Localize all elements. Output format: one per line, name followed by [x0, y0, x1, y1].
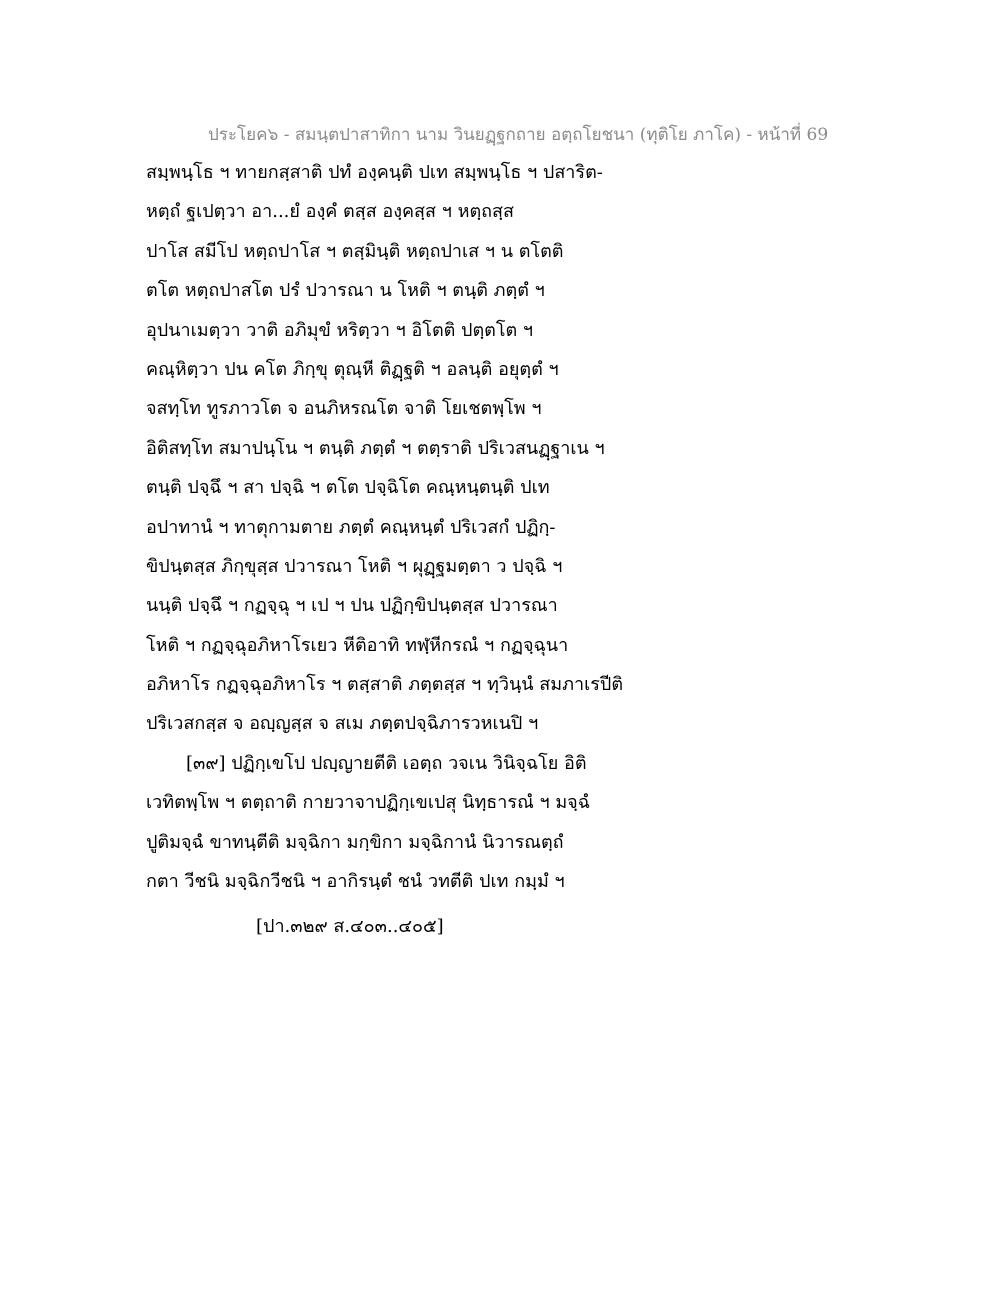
text-line: คณฺหิตฺวา ปน คโต ภิกฺขุ ตุณฺหี ติฏฺฐติ ฯ อลนฺติ อยุตฺตํ ฯ: [146, 358, 559, 380]
paragraph-start-line: [๓๙] ปฏิกฺเขโป ปญฺญายตีติ เอตฺถ วจเน วินิจฺฉโย อิติ: [186, 752, 587, 774]
text-line: ปูติมจฺฉํ ขาทนฺตีติ มจฺฉิกา มกฺขิกา มจฺฉิกานํ นิวารณตฺถํ: [146, 831, 564, 853]
text-line: จสทฺโท ทูรภาวโต จ อนภิหรณโต จาติ โยเชตพฺโพ ฯ: [146, 398, 542, 420]
text-line: เวทิตพฺโพ ฯ ตตฺถาติ กายวาจาปฏิกฺเขเปสุ นิทฺธารณํ ฯ มจฺฉํ: [146, 792, 590, 814]
text-line: สมฺพนฺโธ ฯ ทายกสฺสาติ ปทํ องฺคนฺติ ปเท สมฺพนฺโธ ฯ ปสาริต-: [146, 162, 603, 183]
body-text: [146, 158, 666, 906]
text-line: ขิปนฺตสฺส ภิกฺขุสฺส ปวารณา โหติ ฯ ผุฏฺฐมตฺตา ว ปจฺฉิ ฯ: [146, 555, 563, 577]
text-line: หตฺถํ ฐเปตฺวา อา...ยํ องฺคํ ตสฺส องฺคสฺส ฯ หตฺถสฺส: [146, 201, 514, 223]
text-line: อุปนาเมตฺวา วาติ อภิมุขํ หริตฺวา ฯ อิโตติ ปตฺตโต ฯ: [146, 319, 534, 341]
text-line: ปาโส สมีโป หตฺถปาโส ฯ ตสฺมินฺติ หตฺถปาเส ฯ น ตโตติ: [146, 240, 564, 262]
text-line: อภิหาโร กฏจฺฉุอภิหาโร ฯ ตสฺสาติ ภตฺตสฺส ฯ ทฺวินฺนํ สมภาเรปีติ: [146, 674, 624, 696]
page-reference: [ปา.๓๒๙ ส.๔๐๓..๔๐๕]: [256, 916, 444, 937]
page-header: ประโยค๖ - สมนฺตปาสาทิกา นาม วินยฏฺฐกถาย อตฺถโยชนา (ทุติโย ภาโค) - หน้าที่ 69: [208, 125, 829, 145]
text-line: โหติ ฯ กฏจฺฉุอภิหาโรเยว หีติอาทิ ทฬฺหีกรณํ ฯ กฏจฺฉุนา: [146, 634, 569, 656]
text-line: ตนฺติ ปจฺฉึ ฯ สา ปจฺฉิ ฯ ตโต ปจฺฉิโต คณฺหนฺตนฺติ ปเท: [146, 477, 550, 499]
text-line: ตโต หตฺถปาสโต ปรํ ปวารณา น โหติ ฯ ตนฺติ ภตฺตํ ฯ: [146, 280, 545, 302]
text-line: นนฺติ ปจฺฉึ ฯ กฏจฺฉุ ฯ เป ฯ ปน ปฏิกฺขิปนฺตสฺส ปวารณา: [146, 595, 558, 617]
text-line: กตา วีชนิ มจฺฉิกวีชนิ ฯ อากิรนฺตํ ชนํ วทตีติ ปเท กมฺมํ ฯ: [146, 871, 565, 893]
text-line: อปาทานํ ฯ ทาตุกามตาย ภตฺตํ คณฺหนฺตํ ปริเวสกํ ปฏิกฺ-: [146, 516, 556, 538]
text-line: ปริเวสกสฺส จ อญฺญสฺส จ สเม ภตฺตปจฺฉิภารวหเนปิ ฯ: [146, 713, 539, 735]
text-line: อิติสทฺโท สมาปนฺโน ฯ ตนฺติ ภตฺตํ ฯ ตตฺราติ ปริเวสนฏฺฐาเน ฯ: [146, 437, 605, 459]
